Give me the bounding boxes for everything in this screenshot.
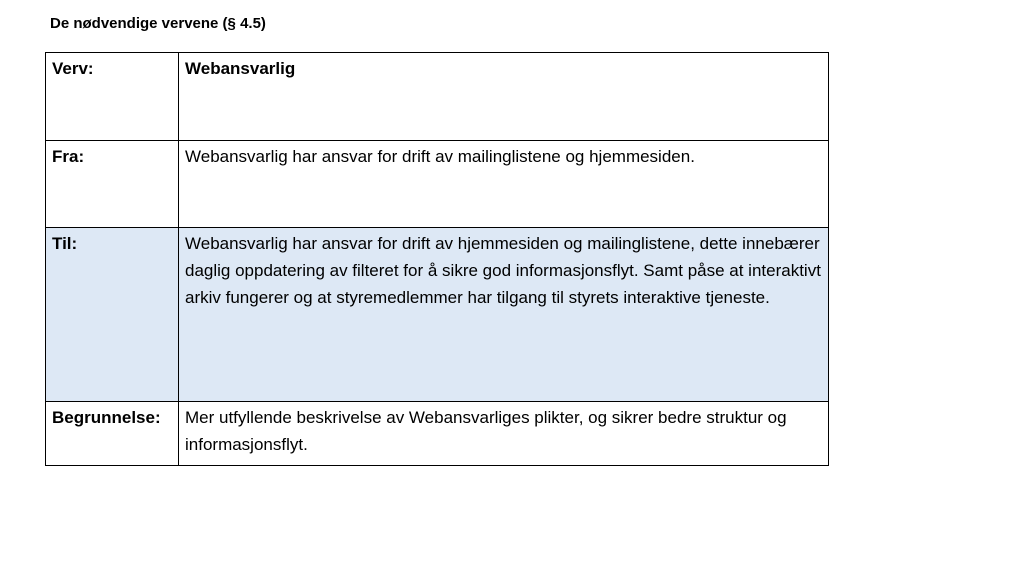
verv-table [45, 52, 829, 466]
row-label-til: Til: [46, 228, 179, 402]
row-value-fra: Webansvarlig har ansvar for drift av mailinglistene og hjemmesiden. [179, 141, 829, 228]
table-row-begrunnelse [46, 402, 829, 466]
row-label-begrunnelse: Begrunnelse: [46, 402, 179, 466]
table-row-verv [46, 53, 829, 141]
table-row-fra [46, 141, 829, 228]
row-value-begrunnelse: Mer utfyllende beskrivelse av Webansvarliges plikter, og sikrer bedre struktur og informasjonsflyt. [179, 402, 829, 466]
row-label-fra: Fra: [46, 141, 179, 228]
row-value-til: Webansvarlig har ansvar for drift av hjemmesiden og mailinglistene, dette innebærer daglig oppdatering av filteret for å sikre god informasjonsflyt. Samt påse at interaktivt arkiv fungerer og at styremedlemmer har tilgang til styrets interaktive tjeneste. [179, 228, 829, 402]
row-label-verv: Verv: [46, 53, 179, 141]
table-row-til [46, 228, 829, 402]
row-value-verv: Webansvarlig [179, 53, 829, 141]
page-title: De nødvendige vervene (§ 4.5) [50, 15, 266, 32]
